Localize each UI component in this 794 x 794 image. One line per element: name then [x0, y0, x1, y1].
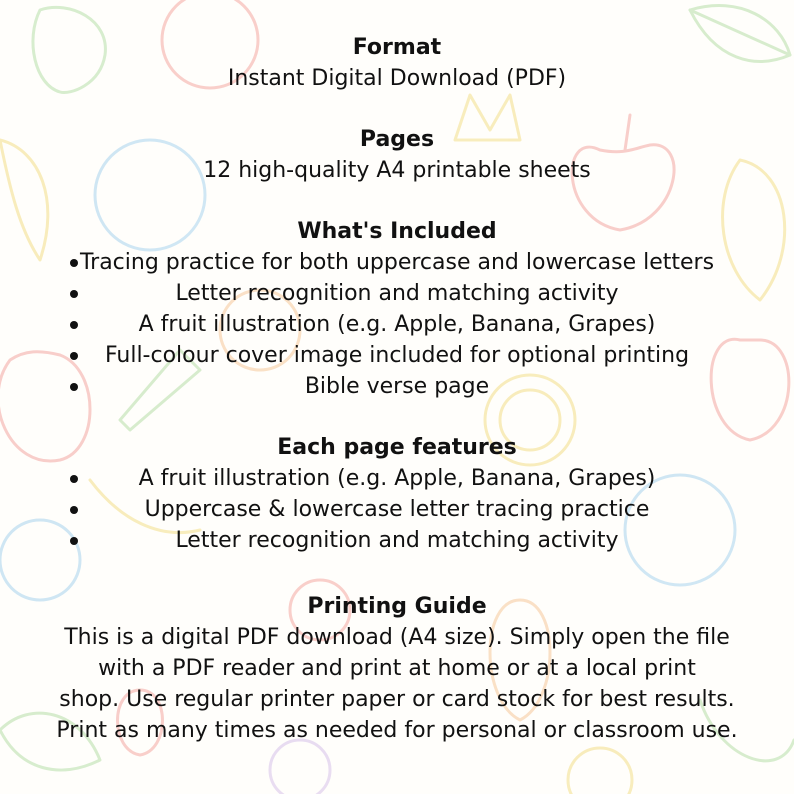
format-section [0, 32, 794, 94]
grape-outline-2 [568, 748, 632, 794]
list-item-text: Uppercase & lowercase letter tracing practice [144, 497, 650, 522]
section-gap [0, 94, 794, 124]
list-item-text: Bible verse page [304, 374, 490, 399]
section-gap [0, 556, 794, 591]
bullet-icon [70, 259, 78, 267]
list-item-text: Full-colour cover image included for optional printing [104, 343, 690, 368]
printing-line: shop. Use regular printer paper or card stock for best results. [59, 687, 735, 712]
bullet-icon [70, 352, 78, 360]
bullet-icon [70, 321, 78, 329]
pages-heading: Pages [359, 127, 435, 152]
list-item [0, 278, 794, 309]
printing-line: This is a digital PDF download (A4 size). Simply open the file [64, 625, 730, 650]
bullet-icon [70, 383, 78, 391]
bullet-icon [70, 475, 78, 483]
printing-section [0, 591, 794, 746]
list-item [0, 340, 794, 371]
features-heading: Each page features [277, 435, 517, 460]
pages-section [0, 124, 794, 186]
pages-text: 12 high-quality A4 printable sheets [203, 158, 591, 183]
included-list [0, 247, 794, 402]
features-list [0, 463, 794, 556]
content-column [0, 32, 794, 746]
grape-outline [270, 740, 330, 794]
bullet-icon [70, 506, 78, 514]
section-gap [0, 402, 794, 432]
list-item-text: Tracing practice for both uppercase and lowercase letters [79, 250, 715, 275]
list-item [0, 309, 794, 340]
section-gap [0, 186, 794, 216]
list-item [0, 371, 794, 402]
format-heading: Format [352, 35, 442, 60]
list-item-text: A fruit illustration (e.g. Apple, Banana, Grapes) [138, 466, 656, 491]
list-item-text: A fruit illustration (e.g. Apple, Banana, Grapes) [138, 312, 656, 337]
bullet-icon [70, 290, 78, 298]
printing-line: Print as many times as needed for personal or classroom use. [56, 718, 738, 743]
list-item-text: Letter recognition and matching activity [175, 528, 619, 553]
list-item [0, 463, 794, 494]
list-item [0, 525, 794, 556]
list-item-text: Letter recognition and matching activity [175, 281, 619, 306]
format-text: Instant Digital Download (PDF) [227, 66, 567, 91]
list-item [0, 494, 794, 525]
list-item [0, 247, 794, 278]
features-section [0, 432, 794, 556]
included-section [0, 216, 794, 402]
printing-line: with a PDF reader and print at home or at a local print [98, 656, 696, 681]
bullet-icon [70, 537, 78, 545]
included-heading: What's Included [297, 219, 497, 244]
printing-heading: Printing Guide [307, 594, 487, 619]
